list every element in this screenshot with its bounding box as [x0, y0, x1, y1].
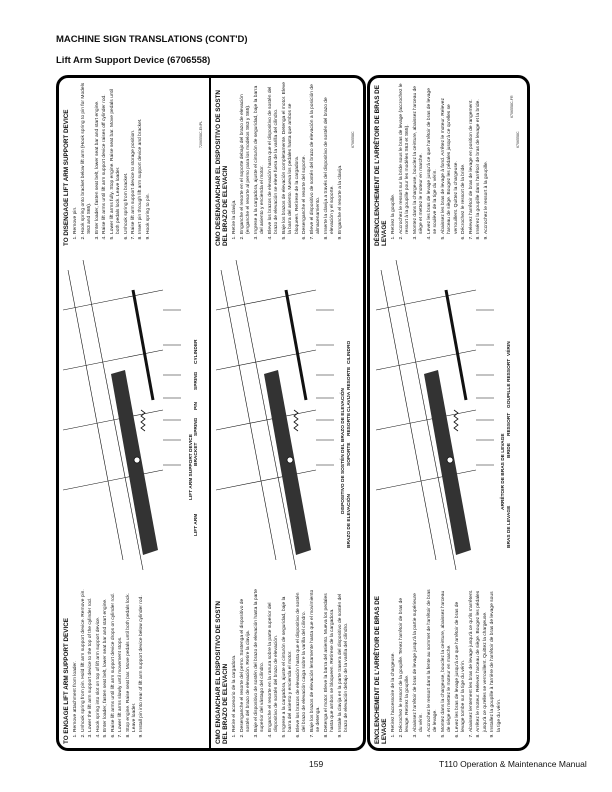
sign-code: 6706558C: [351, 131, 355, 148]
panel-title: CMO DESENGANCHAR EL DISPOSITIVO DE SOSTN DEL BRAZO DE ELEVACIN: [215, 90, 230, 246]
label-cylinder: CILINDRO: [347, 340, 352, 364]
step-item: 1. Remove pin.: [73, 82, 79, 234]
step-item: 6. Levez les bras de levage jusqu'à ce que l'arrêtoir de bras de levage tombe sur la tige du vérin.: [455, 588, 468, 732]
step-item: 2. Enganche el resorte en el soporte debajo del brazo de elevación (enganche el resorte al perno para los modelos S63 y S65).: [240, 82, 253, 234]
step-list: [391, 82, 490, 246]
step-item: 6. Eleve los brazos de elevación hasta que el dispositivo de sostén del brazo de elevación caiga sobre la varilla del cilindro.: [296, 588, 309, 732]
step-item: 9. Install pin into rear of lift arm support device below cylinder rod.: [139, 588, 145, 732]
step-item: 5. Lower lift arms fully. Stop engine. Raise seat bar. Move pedals until both pedals lock. Leave loader.: [110, 82, 123, 234]
step-item: 7. Raise lift arm support device to storage position.: [131, 82, 137, 234]
sign-english-spanish: [56, 75, 366, 751]
label-spring-2: SPRING: [194, 371, 199, 390]
label-lift-arm: BRAS DE LEVAGE: [507, 505, 512, 548]
step-item: 2. Décrochez le ressort de la goupille. Tenez l'arrêtoir de bras de levage. Retirez la goupille.: [399, 588, 412, 732]
labels-es: [338, 248, 358, 578]
step-list: [73, 588, 146, 744]
step-item: 8. Arrêtez le moteur. Relevez l'arceau de siège. Bougez les pédales jusqu'à ce qu'elles se verrouillent. Quittez la chargeuse.: [476, 588, 489, 732]
sign-code: 6706558C-FR: [510, 95, 514, 118]
step-item: 4. Eleve los brazos de elevación hasta que el dispositivo de sostén del brazo de elevación se eleve fuera de la varilla del cilindro.: [268, 82, 281, 234]
manual-title: T110 Operation & Maintenance Manual: [439, 759, 587, 769]
label-bracket: BRIDE: [507, 443, 512, 458]
panel-title: DÉSENCLENCHEMENT DE L'ARRÊTOIR DE BRAS DE LEVAGE: [374, 85, 389, 246]
step-item: 2. Accrochez le ressort sur la bride sous le bras de levage (accrochez le ressort à la goupille pour les modèles S63 et S65).: [399, 82, 412, 234]
panel-title: TO ENGAGE LIFT ARM SUPPORT DEVICE: [63, 618, 70, 744]
panel-title: TO DISENGAGE LIFT ARM SUPPORT DEVICE: [63, 109, 70, 246]
step-item: 9. Installez la goupille à l'arrière de l'arrêtoir de bras de levage sous la tige du vérin.: [490, 588, 503, 732]
label-spring: SPRING: [194, 417, 199, 436]
step-item: 2. Unhook spring from pin. Hold lift arm support device. Remove pin.: [81, 588, 87, 732]
panel-disengage-fr: [374, 82, 520, 246]
panel-engage-es: [215, 588, 359, 744]
sign-french: [367, 75, 530, 751]
step-item: 5. Enter loader, fasten seat belt, lower seat bar and start engine.: [103, 588, 109, 732]
step-item: 3. Lower the lift arm support device to the top of the cylinder rod.: [88, 588, 94, 732]
step-item: 4. Enganche el resorte en la ranura sobre la parte superior del dispositivo de sostén del brazo de elevación.: [268, 588, 281, 732]
labels-fr: [498, 248, 518, 578]
label-support-device: ARRÊTOIR DE BRAS DE LEVAGE: [501, 433, 506, 510]
labels-en-svg: [185, 248, 205, 578]
step-item: 4. Accrochez le ressort dans la fente au sommet de l'arrêtoir de bras de levage.: [427, 588, 440, 732]
label-support-device: DISPOSITIVO DE SOSTÉN DEL BRAZO DE ELEVACIÓN: [341, 388, 346, 514]
sign-divider: [209, 78, 211, 748]
step-item: 7. Baje los brazos de elevación lentamente hasta que el movimiento se detenga.: [310, 588, 323, 732]
step-item: 1. Retirez la goupille.: [391, 82, 397, 234]
panel-disengage-en: [63, 82, 203, 246]
step-item: 5. Ingrese a la cargadora, ajuste el cinturón de seguridad, baje la barra del asiento y encienda el motor.: [282, 588, 295, 732]
step-list: [232, 82, 344, 246]
step-item: 6. Décrochez le ressort de la bride.: [461, 82, 467, 234]
panel-title: ENCLENCHEMENT DE L'ARRÊTOIR DE BRAS DE LEVAGE: [374, 596, 389, 744]
step-item: 8. Detenga el motor. Eleve la barra del asiento. Mueva los pedales hasta que ambos se bloqueen. Retírese de la cargadora.: [324, 588, 337, 732]
step-list: [73, 82, 152, 246]
labels-fr-svg: [498, 248, 518, 578]
step-item: 7. Relevez l'arrêtoir de bras de levage en position de rangement.: [469, 82, 475, 234]
label-cylinder: VÉRIN: [507, 341, 512, 356]
step-item: 7. Lower lift arms slowly until movement stops.: [118, 588, 124, 732]
step-item: 5. Abaissez les bras de levage à fond. Arrêtez le moteur. Relevez l'arceau de siège. Bougez les pédales jusqu'à ce qu'elles se verrouillent. Quittez la chargeuse.: [441, 82, 460, 234]
step-item: 8. Inserte la clavija a través del dispositivo de sostén del brazo de elevación y el soporte.: [324, 82, 337, 234]
label-bracket: SOPORTE: [347, 442, 352, 466]
step-item: 4. Hook spring into slot on top of lift arm support device.: [96, 588, 102, 732]
step-item: 6. Desenganche el resorte del soporte.: [302, 82, 308, 234]
step-list: [232, 588, 350, 744]
step-item: 8. Insérez la goupille dans l'arrêtoir de bras de levage et la bride.: [476, 82, 482, 234]
step-item: 1. Remove attachment from loader.: [73, 588, 79, 732]
panel-disengage-es: [215, 82, 359, 246]
label-bracket: BRACKET: [194, 442, 199, 466]
step-item: 1. Retire la clavija.: [232, 82, 238, 234]
labels-es-svg: [338, 248, 358, 578]
step-item: 6. Unhook spring from bracket.: [124, 82, 130, 234]
step-item: 1. Retirez l'accessoire de la chargeuse.: [391, 588, 397, 732]
step-item: 3. Montez dans la chargeuse, bouclez la ceinture, abaissez l'arceau de siège et mettez le moteur en marche.: [413, 82, 426, 234]
label-spring: RESSORT: [507, 412, 512, 436]
panel-title: CMO ENGANCHAR EL DISPOSITIVO DE SOSTN DEL BRAZO DE ELEVACIN: [215, 601, 230, 744]
label-cylinder: CYLINDER: [194, 339, 199, 364]
step-item: 4. Levez les bras de levage jusqu'à ce que l'arrêtoir de bras de levage se soulève de la tige du vérin.: [427, 82, 440, 234]
step-item: 3. Enter loader, fasten seat belt, lower seat bar and start engine.: [95, 82, 101, 234]
step-item: 9. Accrochez le ressort à la goupille.: [484, 82, 490, 234]
label-spring-2: RESORTE: [347, 366, 352, 390]
subsection-heading: Lift Arm Support Device (6706558): [56, 55, 211, 66]
step-item: 8. Stop engine. Raise seat bar. Move pedals until both pedals lock. Leave loader.: [126, 588, 139, 732]
sign-code: 6706558C: [516, 131, 520, 148]
step-item: 6. Raise lift arms until lift arm support device drops on cylinder rod.: [111, 588, 117, 732]
section-heading: MACHINE SIGN TRANSLATIONS (CONT'D): [56, 34, 248, 45]
label-lift-arm: LIFT ARM: [194, 513, 199, 536]
step-item: 8. Insert pin through lift arm support device and bracket.: [138, 82, 144, 234]
step-item: 2. Hook spring onto bracket below lift arm (Hook spring to pin for Models S63 and S65).: [81, 82, 94, 234]
labels-en: [185, 248, 205, 578]
label-spring: RESORTE: [347, 412, 352, 436]
label-pin: PIN: [194, 402, 199, 410]
step-item: 3. Baje el dispositivo de sostén del brazo de elevación hasta la parte superior del vástago del cilindro.: [254, 588, 267, 732]
step-item: 7. Eleve el dispositivo de sostén del brazo de elevación a la posición de almacenamiento.: [310, 82, 323, 234]
label-lift-arm: BRAZO DE ELEVACIÓN: [347, 493, 352, 548]
step-item: 7. Abaissez lentement les bras de levage jusqu'à ce qu'ils s'arrêtent.: [469, 588, 475, 732]
sign-code: 7206558C-ENPL: [199, 120, 203, 148]
panel-engage-fr: [374, 588, 520, 744]
step-item: 2. Desenganche el resorte del perno. Sostenga el dispositivo de sostén del brazo de elevación. Retire la clavija.: [240, 588, 253, 732]
step-item: 5. Montez dans la chargeuse, bouclez la ceinture, abaissez l'arceau de siège et mettez le moteur en marche.: [441, 588, 454, 732]
step-list: [391, 588, 503, 744]
label-support-device: LIFT ARM SUPPORT DEVICE: [189, 434, 194, 500]
step-item: 9. Hook spring to pin.: [146, 82, 152, 234]
label-pin: CLAVIJA: [347, 391, 352, 412]
step-item: 3. Ingrese a la cargadora, ajuste el cinturón de seguridad, baje la barra del asiento y encienda el motor.: [254, 82, 267, 234]
step-item: 1. Retire el accesorio de la cargadora.: [232, 588, 238, 732]
label-spring-2: RESSORT: [507, 358, 512, 382]
step-item: 4. Raise lift arms until lift arm support device raises off cylinder rod.: [102, 82, 108, 234]
step-item: 9. Instale la clavija en la parte trasera del dispositivo de sostén del brazo de elevación debajo de la varilla del cilindro.: [338, 588, 351, 732]
step-item: 5. Baje los brazos de elevación completamente. Detenga el motor. Eleve la barra del asiento. Mueva los pedales hasta que ambos se bloqueen. Retírese de la cargadora.: [282, 82, 301, 234]
page-number: 159: [309, 759, 324, 769]
label-pin: GOUPILLE: [507, 383, 512, 408]
panel-engage-en: [63, 588, 203, 744]
step-item: 3. Abaissez l'arrêtoir de bras de levage jusqu'à la partie supérieure du vérin.: [413, 588, 426, 732]
step-item: 9. Enganche el resorte a la clavija.: [338, 82, 344, 234]
